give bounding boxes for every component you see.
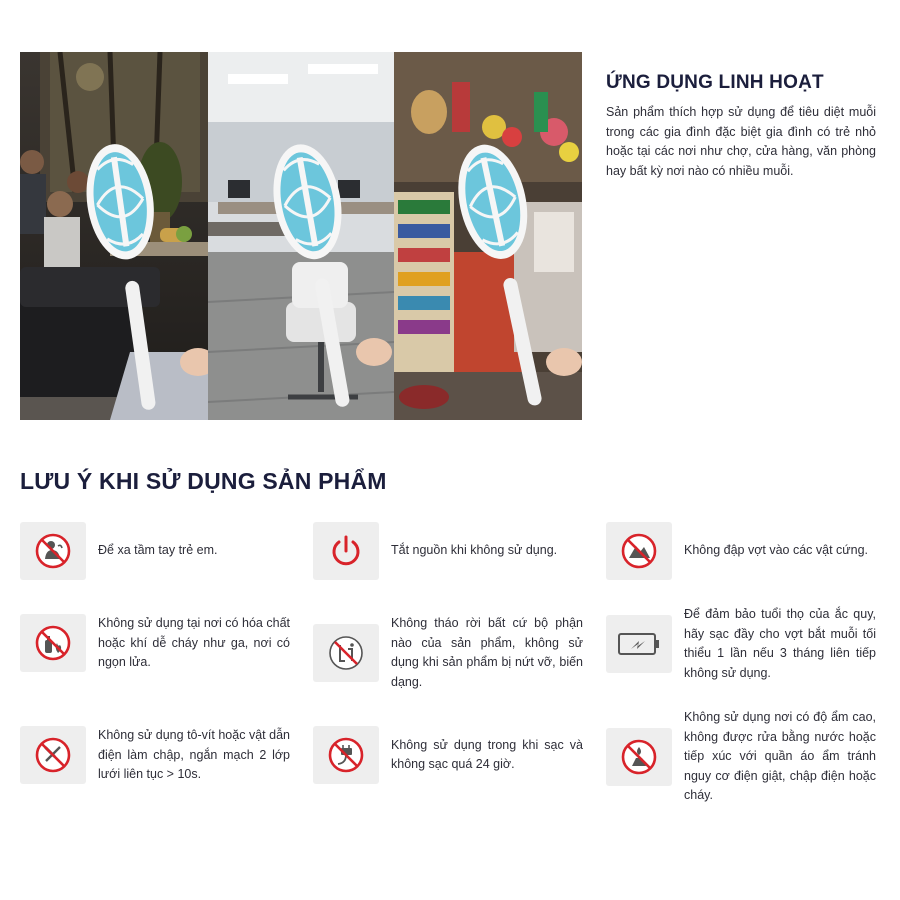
battery-charge-icon [617, 629, 661, 659]
note-item [606, 522, 876, 580]
intro-body: Sản phẩm thích hợp sử dụng để tiêu diệt muỗi trong các gia đình đặc biệt gia đình có trẻ nhỏ hoặc tại các nơi như chợ, cửa hàng, văn phòng hay bất kỳ nơi nào có nhiều muỗi. [606, 105, 876, 178]
no-hit-hard-objects-icon [620, 532, 658, 570]
intro-section [606, 72, 876, 181]
note-text: Không tháo rời bất cứ bộ phận nào của sản phẩm, không sử dụng khi sản phẩm bị nứt vỡ, biến dạng. [391, 616, 583, 689]
note-icon-badge [313, 522, 379, 580]
note-icon-badge [606, 522, 672, 580]
note-text: Để xa tầm tay trẻ em. [98, 543, 218, 558]
note-icon-badge [606, 728, 672, 786]
note-icon-badge [606, 615, 672, 673]
no-use-while-charging-icon [327, 736, 365, 774]
note-text: Không đập vợt vào các vật cứng. [684, 543, 869, 558]
note-text: Không sử dụng nơi có độ ẩm cao, không được rửa bằng nước hoặc tiếp xúc với quần áo ẩm tránh nguy cơ điện giật, chập điện hoặc cháy. [684, 710, 876, 802]
no-disassemble-icon [327, 634, 365, 672]
no-flammable-icon [34, 624, 72, 662]
photo-living-room [20, 52, 208, 420]
note-item [313, 522, 583, 580]
note-text: Không sử dụng tại nơi có hóa chất hoặc khí dễ cháy như ga, nơi có ngọn lửa. [98, 616, 290, 669]
no-humidity-icon [620, 738, 658, 776]
intro-title: ỨNG DỤNG LINH HOẠT [606, 72, 824, 93]
note-icon-badge [20, 614, 86, 672]
photo-office [208, 52, 394, 420]
photo-market-shop [394, 52, 582, 420]
note-icon-badge [20, 726, 86, 784]
note-icon-badge [313, 726, 379, 784]
note-item [20, 522, 280, 580]
note-icon-badge [313, 624, 379, 682]
note-text: Tắt nguồn khi không sử dụng. [391, 543, 558, 558]
note-text: Không sử dụng trong khi sạc và không sạc quá 24 giờ. [391, 737, 583, 771]
power-icon [327, 532, 365, 570]
note-item [606, 605, 878, 683]
note-text: Để đảm bảo tuổi thọ của ắc quy, hãy sạc đầy cho vợt bắt muỗi tối thiểu 1 lần nếu 3 tháng liên tiếp không sử dụng. [684, 607, 876, 680]
no-child-icon [34, 532, 72, 570]
note-item [20, 614, 290, 673]
note-item [313, 726, 583, 784]
note-text: Không sử dụng tô-vít hoặc vật dẫn điện làm chập, ngắn mạch 2 lớp lưới liên tục > 10s. [98, 728, 290, 781]
no-screwdriver-icon [34, 736, 72, 774]
notes-title: LƯU Ý KHI SỬ DỤNG SẢN PHẨM [20, 468, 387, 494]
note-item [20, 726, 290, 785]
note-item [606, 708, 878, 806]
note-icon-badge [20, 522, 86, 580]
product-photo-collage [20, 52, 582, 420]
note-item [313, 614, 583, 692]
